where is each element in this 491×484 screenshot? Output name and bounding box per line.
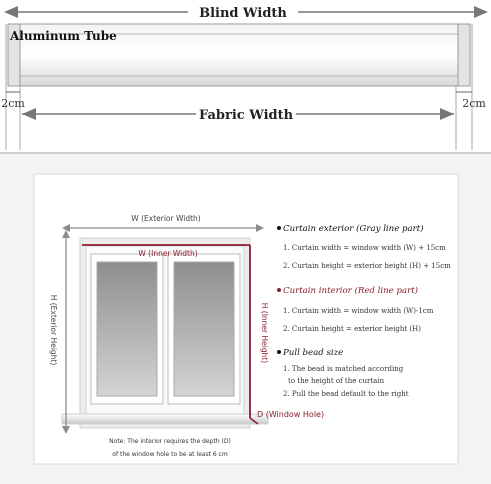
- right-gap-label: 2cm: [462, 97, 486, 110]
- window-frame: [62, 238, 268, 428]
- right-glass-pane: [174, 262, 234, 396]
- note-line-2: of the window hole to be at least 6 cm: [112, 451, 228, 458]
- interior-title: Curtain interior (Red line part): [283, 286, 419, 296]
- blind-width-label: Blind Width: [199, 6, 287, 21]
- left-glass-pane: [97, 262, 157, 396]
- fabric-width-label: Fabric Width: [198, 108, 294, 123]
- exterior-item-1: 1. Curtain width = window width (W) + 15cm: [283, 244, 446, 252]
- aluminum-tube-label: Aluminum Tube: [10, 29, 117, 43]
- bead-item-2: to the height of the curtain: [288, 377, 385, 385]
- exterior-title: Curtain exterior (Gray line part): [283, 224, 424, 234]
- interior-item-1: 1. Curtain width = window width (W)-1cm: [283, 307, 434, 315]
- bead-item-1: 1. The bead is matched according: [283, 365, 404, 373]
- exterior-height-label: H (Exterior Height): [49, 294, 58, 366]
- inner-height-label: H (Inner Height): [260, 302, 269, 364]
- bead-title: Pull bead size: [283, 348, 344, 358]
- bead-item-3: 2. Pull the bead default to the right: [283, 390, 409, 398]
- inner-width-label: W (Inner Width): [138, 249, 198, 258]
- exterior-width-label: W (Exterior Width): [131, 214, 201, 223]
- note-line-1: Note: The interior requires the depth (D): [109, 438, 231, 445]
- exterior-item-2: 2. Curtain height = exterior height (H) + 15cm: [283, 262, 451, 270]
- spec-interior: [277, 285, 434, 333]
- interior-item-2: 2. Curtain height = exterior height (H): [283, 325, 421, 333]
- left-gap-label: 2cm: [1, 97, 25, 110]
- window-hole-label: D (Window Hole): [257, 410, 325, 419]
